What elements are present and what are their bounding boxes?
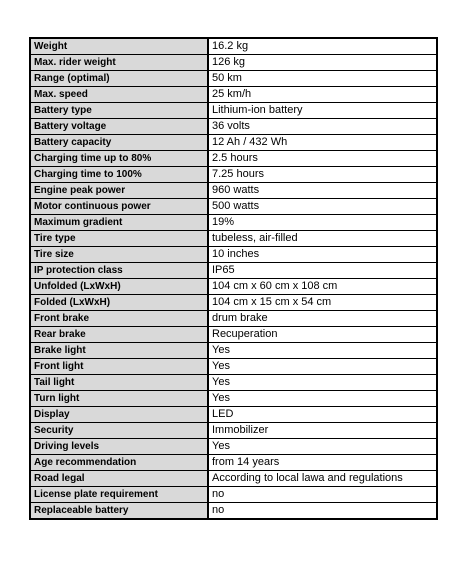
table-row	[30, 199, 437, 215]
table-row	[30, 71, 437, 87]
spec-value-cell: tubeless, air-filled	[208, 231, 437, 247]
spec-value-cell: 500 watts	[208, 199, 437, 215]
spec-value-cell: 104 cm x 60 cm x 108 cm	[208, 279, 437, 295]
spec-value-cell: Yes	[208, 439, 437, 455]
spec-label-cell: Security	[30, 423, 208, 439]
spec-label-cell: Front brake	[30, 311, 208, 327]
spec-label-cell: Front light	[30, 359, 208, 375]
spec-label-cell: Driving levels	[30, 439, 208, 455]
table-row	[30, 38, 437, 55]
spec-label-cell: Engine peak power	[30, 183, 208, 199]
spec-value-cell: IP65	[208, 263, 437, 279]
spec-label-cell: Brake light	[30, 343, 208, 359]
spec-value-cell: Yes	[208, 343, 437, 359]
table-row	[30, 135, 437, 151]
table-row	[30, 391, 437, 407]
spec-value-cell: 19%	[208, 215, 437, 231]
table-row	[30, 471, 437, 487]
table-row	[30, 407, 437, 423]
spec-label-cell: Max. speed	[30, 87, 208, 103]
spec-label-cell: Battery capacity	[30, 135, 208, 151]
spec-value-cell: 960 watts	[208, 183, 437, 199]
spec-value-cell: 50 km	[208, 71, 437, 87]
spec-label-cell: Charging time to 100%	[30, 167, 208, 183]
spec-label-cell: Turn light	[30, 391, 208, 407]
table-row	[30, 119, 437, 135]
table-row	[30, 279, 437, 295]
spec-value-cell: Yes	[208, 375, 437, 391]
table-row	[30, 295, 437, 311]
spec-value-cell: Immobilizer	[208, 423, 437, 439]
spec-label-cell: Folded (LxWxH)	[30, 295, 208, 311]
spec-label-cell: Age recommendation	[30, 455, 208, 471]
table-row	[30, 487, 437, 503]
spec-table-body	[30, 38, 437, 519]
spec-value-cell: 16.2 kg	[208, 38, 437, 55]
spec-value-cell: Recuperation	[208, 327, 437, 343]
spec-label-cell: Maximum gradient	[30, 215, 208, 231]
spec-label-cell: Battery voltage	[30, 119, 208, 135]
table-row	[30, 247, 437, 263]
spec-label-cell: Unfolded (LxWxH)	[30, 279, 208, 295]
spec-label-cell: Road legal	[30, 471, 208, 487]
spec-label-cell: Battery type	[30, 103, 208, 119]
spec-value-cell: 25 km/h	[208, 87, 437, 103]
table-row	[30, 87, 437, 103]
spec-value-cell: 2.5 hours	[208, 151, 437, 167]
spec-label-cell: Max. rider weight	[30, 55, 208, 71]
table-row	[30, 503, 437, 520]
table-row	[30, 343, 437, 359]
spec-value-cell: 126 kg	[208, 55, 437, 71]
spec-label-cell: IP protection class	[30, 263, 208, 279]
table-row	[30, 55, 437, 71]
spec-label-cell: Tire size	[30, 247, 208, 263]
table-row	[30, 375, 437, 391]
table-row	[30, 439, 437, 455]
spec-value-cell: drum brake	[208, 311, 437, 327]
table-row	[30, 103, 437, 119]
table-row	[30, 183, 437, 199]
spec-label-cell: Weight	[30, 38, 208, 55]
spec-value-cell: Yes	[208, 391, 437, 407]
spec-value-cell: Yes	[208, 359, 437, 375]
table-row	[30, 455, 437, 471]
table-row	[30, 327, 437, 343]
spec-value-cell: Lithium-ion battery	[208, 103, 437, 119]
spec-label-cell: Motor continuous power	[30, 199, 208, 215]
table-row	[30, 151, 437, 167]
spec-label-cell: Tail light	[30, 375, 208, 391]
spec-value-cell: LED	[208, 407, 437, 423]
spec-value-cell: 10 inches	[208, 247, 437, 263]
spec-label-cell: License plate requirement	[30, 487, 208, 503]
table-row	[30, 263, 437, 279]
spec-label-cell: Rear brake	[30, 327, 208, 343]
spec-label-cell: Display	[30, 407, 208, 423]
table-row	[30, 311, 437, 327]
spec-label-cell: Tire type	[30, 231, 208, 247]
spec-value-cell: 36 volts	[208, 119, 437, 135]
spec-label-cell: Replaceable battery	[30, 503, 208, 520]
spec-value-cell: According to local lawa and regulations	[208, 471, 437, 487]
spec-value-cell: 104 cm x 15 cm x 54 cm	[208, 295, 437, 311]
spec-table	[29, 37, 438, 520]
spec-value-cell: from 14 years	[208, 455, 437, 471]
spec-value-cell: no	[208, 503, 437, 520]
table-row	[30, 231, 437, 247]
spec-label-cell: Range (optimal)	[30, 71, 208, 87]
table-row	[30, 167, 437, 183]
spec-value-cell: 12 Ah / 432 Wh	[208, 135, 437, 151]
spec-label-cell: Charging time up to 80%	[30, 151, 208, 167]
table-row	[30, 359, 437, 375]
table-row	[30, 423, 437, 439]
table-row	[30, 215, 437, 231]
spec-value-cell: no	[208, 487, 437, 503]
spec-value-cell: 7.25 hours	[208, 167, 437, 183]
